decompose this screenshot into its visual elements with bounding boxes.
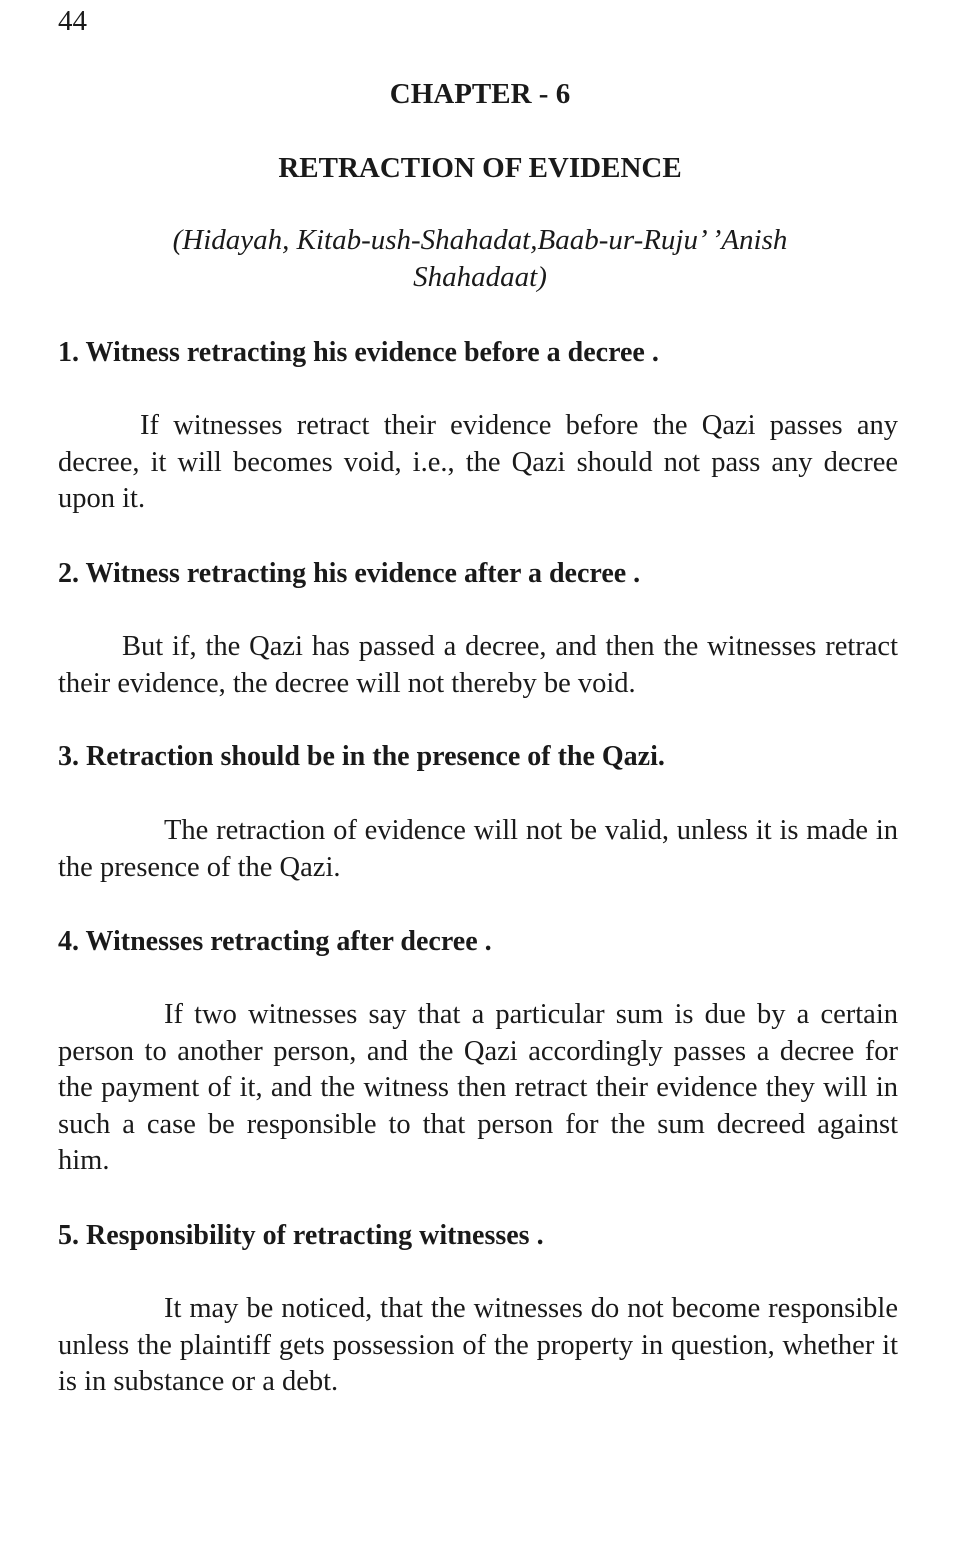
section-heading-3: 3. Retraction should be in the presence of the Qazi. xyxy=(58,741,665,772)
chapter-heading: CHAPTER - 6 xyxy=(389,78,571,110)
section-paragraph-2: But if, the Qazi has passed a decree, and then the witnesses retract their evidence, the decree will not thereby be void. xyxy=(58,631,898,699)
citation: (Hidayah, Kitab-ush-Shahadat,Baab-ur-Ruju’ ’Anish Shahadaat) xyxy=(172,224,788,293)
section-paragraph-4: If two witnesses say that a particular sum is due by a certain person to another person, and the Qazi accordingly passes a decree for the payment of it, and the witness then retract their evidence they will in such a case be responsible to that person for the sum decreed against him. xyxy=(58,999,898,1176)
section-paragraph-1: If witnesses retract their evidence before the Qazi passes any decree, it will becomes void, i.e., the Qazi should not pass any decree upon it. xyxy=(58,410,898,514)
section-heading-2: 2. Witness retracting his evidence after a decree . xyxy=(58,558,641,589)
section-heading-5: 5. Responsibility of retracting witnesses . xyxy=(58,1220,544,1251)
section-heading-4: 4. Witnesses retracting after decree . xyxy=(58,926,492,957)
page-number: 44 xyxy=(58,5,87,37)
section-paragraph-5: It may be noticed, that the witnesses do not become responsible unless the plaintiff gets possession of the property in question, whether it is in substance or a debt. xyxy=(58,1293,898,1397)
chapter-title: RETRACTION OF EVIDENCE xyxy=(278,152,682,184)
section-paragraph-3: The retraction of evidence will not be valid, unless it is made in the presence of the Qazi. xyxy=(58,815,898,883)
section-heading-1: 1. Witness retracting his evidence before a decree . xyxy=(58,337,659,368)
